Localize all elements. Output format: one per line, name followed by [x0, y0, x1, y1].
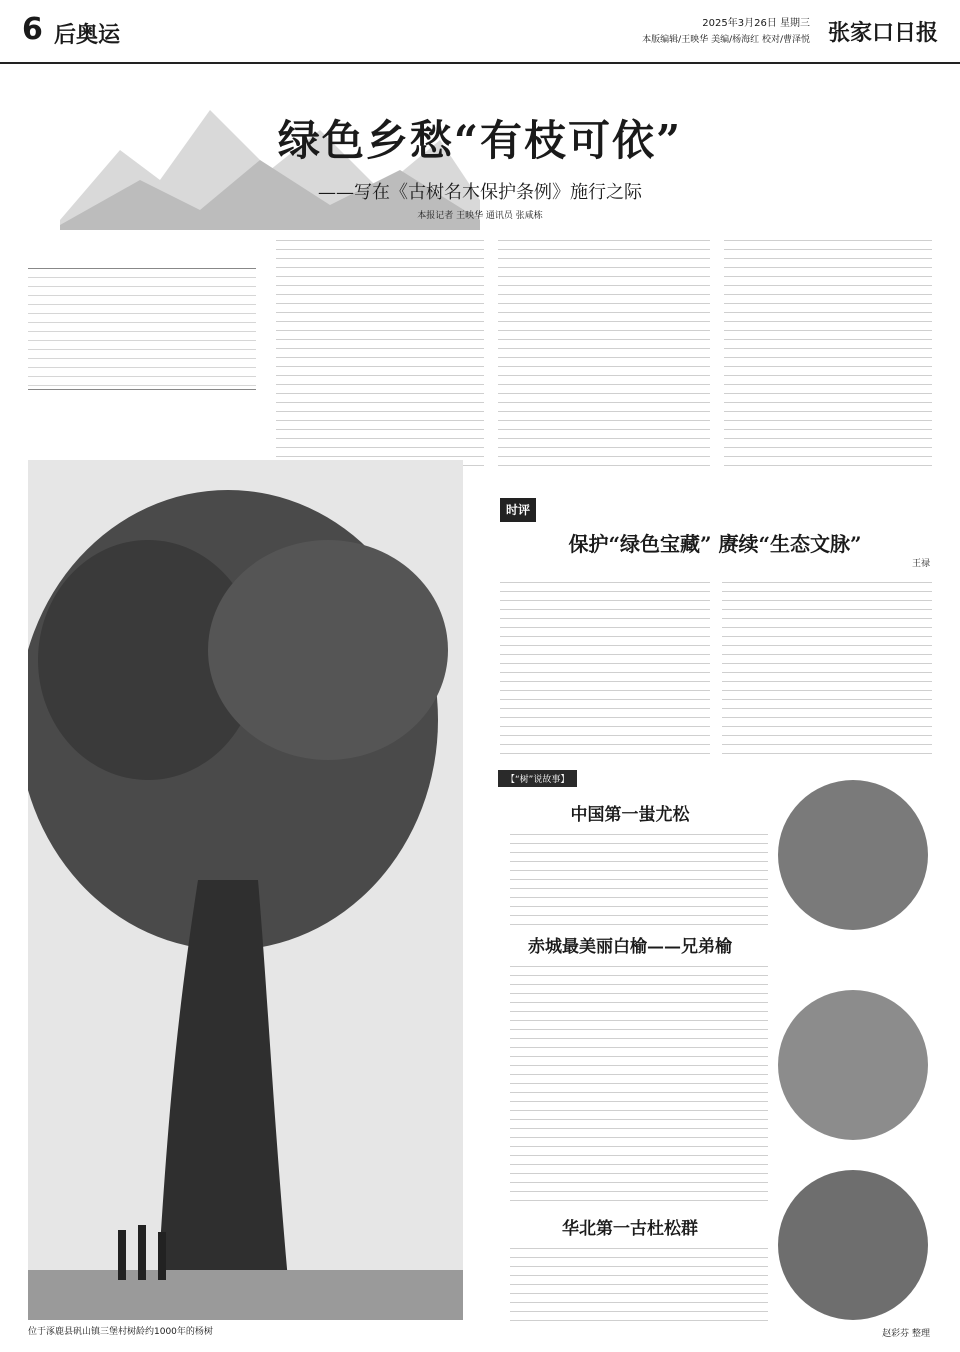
compiler-credit: 赵彩芬 整理 — [882, 1329, 930, 1339]
story-body-juniper-grove — [510, 1240, 768, 1324]
section-name: 后奥运 — [54, 23, 121, 48]
story-heading-chiyou-pine: 中国第一蚩尤松 — [570, 805, 690, 825]
editors-credit: 本版编辑/王映华 美编/杨海红 校对/曹泽悦 — [642, 35, 810, 45]
masthead — [0, 0, 960, 64]
feature-title: 绿色乡愁“有枝可依” — [277, 116, 683, 165]
story-body-brother-elms — [510, 958, 768, 1208]
pine-trunk-photo — [778, 780, 928, 930]
page-number: 6 — [22, 12, 43, 47]
commentary-tag: 时评 — [500, 498, 536, 522]
feature-body-column-1 — [276, 232, 484, 472]
elm-photo — [778, 990, 928, 1140]
commentary-title: 保护“绿色宝藏” 赓续“生态文脉” — [568, 532, 862, 556]
story-heading-juniper-grove: 华北第一古杜松群 — [562, 1219, 698, 1239]
commentary-author: 王禄 — [911, 559, 930, 569]
commentary-body-column-2 — [722, 574, 932, 758]
photo-caption: 位于涿鹿县矾山镇三堡村树龄约1000年的杨树 — [28, 1327, 213, 1337]
ancient-tree-photo — [28, 460, 463, 1320]
editors-note-box — [28, 268, 256, 390]
column-label: 【“树”说故事】 — [498, 770, 577, 787]
story-body-chiyou-pine — [510, 826, 768, 928]
feature-subtitle: ——写在《古树名木保护条例》施行之际 — [318, 182, 642, 203]
issue-date: 2025年3月26日 星期三 — [702, 18, 810, 29]
commentary-body-column-1 — [500, 574, 710, 758]
juniper-photo — [778, 1170, 928, 1320]
paper-name: 张家口日报 — [827, 20, 938, 46]
feature-body-column-3 — [724, 232, 932, 472]
feature-byline: 本报记者 王映华 通讯员 张咸栋 — [417, 211, 543, 221]
story-heading-brother-elms: 赤城最美丽白榆——兄弟榆 — [528, 937, 732, 957]
feature-body-column-2 — [498, 232, 710, 472]
